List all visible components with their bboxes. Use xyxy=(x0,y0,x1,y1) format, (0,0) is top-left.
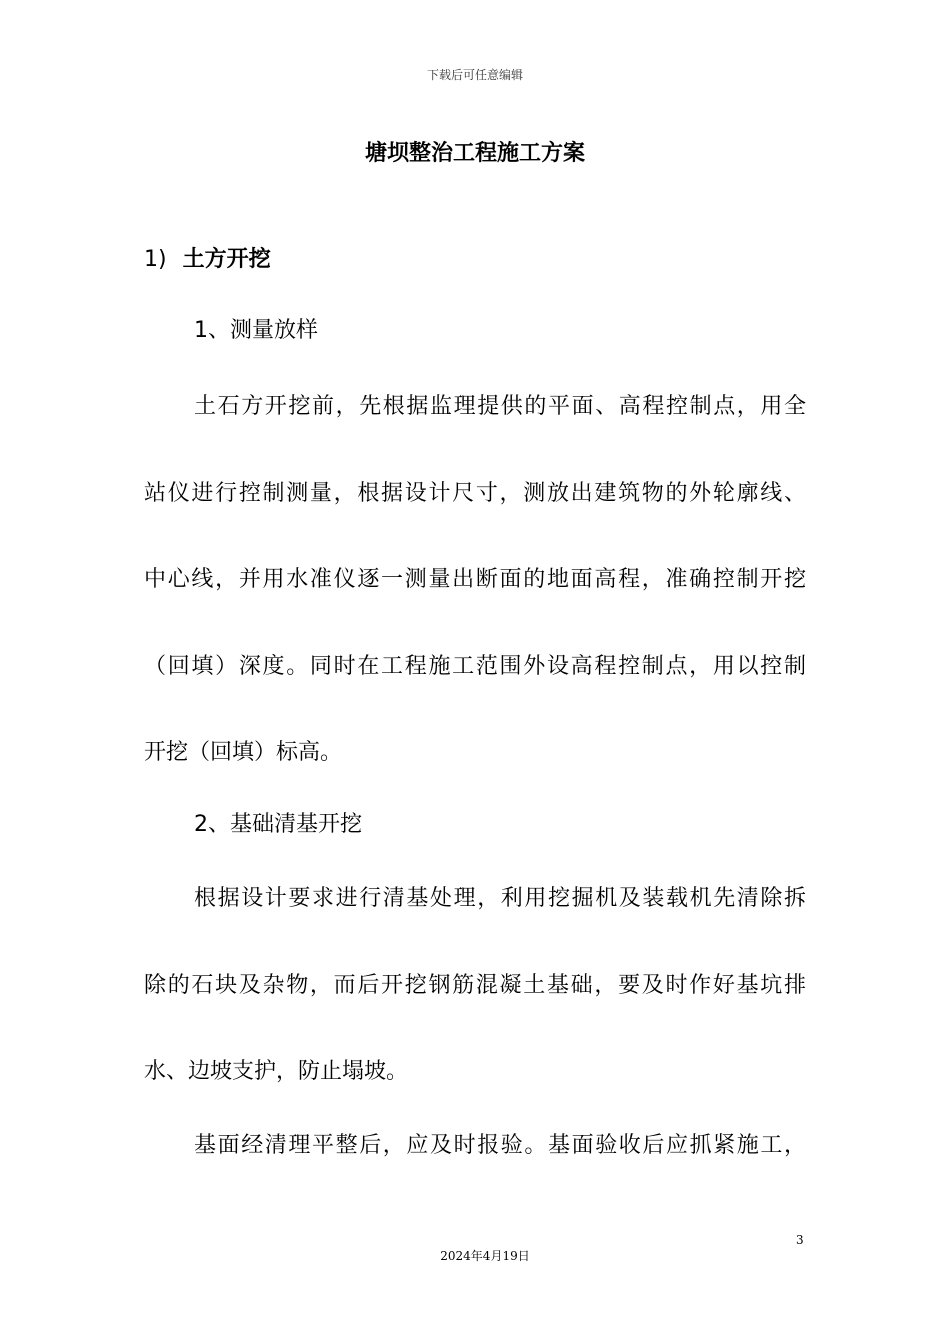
paragraph-line: 站仪进行控制测量，根据设计尺寸，测放出建筑物的外轮廓线、 xyxy=(144,481,806,506)
section-title: 土方开挖 xyxy=(182,247,271,272)
paragraph-line: 除的石块及杂物，而后开挖钢筋混凝土基础，要及时作好基坑排 xyxy=(144,973,806,998)
paragraph-line: 中心线，并用水准仪逐一测量出断面的地面高程，准确控制开挖 xyxy=(144,567,806,592)
document-title: 塘坝整治工程施工方案 xyxy=(364,141,585,166)
section-heading xyxy=(144,242,271,273)
paragraph-line: 开挖（回填）标高。 xyxy=(144,740,343,765)
paragraph-line: 土石方开挖前，先根据监理提供的平面、高程控制点，用全 xyxy=(194,394,806,419)
page-number: 3 xyxy=(796,1233,804,1247)
paragraph-line: （回填）深度。同时在工程施工范围外设高程控制点，用以控制 xyxy=(144,654,806,679)
footer-date: 2024年4月19日 xyxy=(440,1249,530,1263)
section-number: 1) xyxy=(144,247,167,272)
paragraph-line: 水、边坡支护，防止塌坡。 xyxy=(144,1059,409,1084)
subheading-foundation: 2、基础清基开挖 xyxy=(194,812,362,837)
subheading-survey: 1、测量放样 xyxy=(194,318,318,343)
header-note: 下载后可任意编辑 xyxy=(426,68,523,82)
paragraph-line: 基面经清理平整后，应及时报验。基面验收后应抓紧施工， xyxy=(194,1133,806,1158)
paragraph-line: 根据设计要求进行清基处理，利用挖掘机及装载机先清除拆 xyxy=(194,886,806,911)
